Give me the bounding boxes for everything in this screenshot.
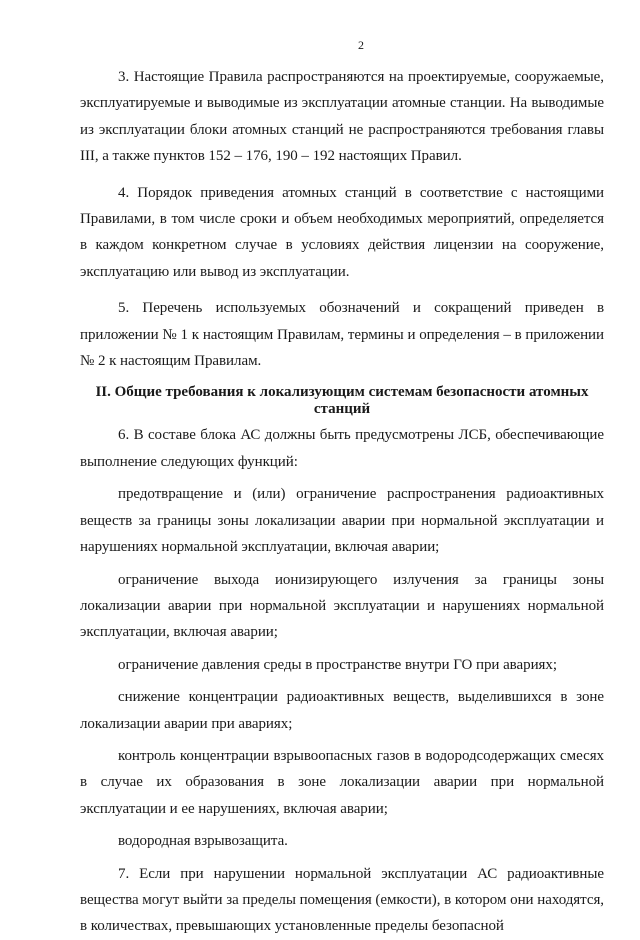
list-item-function-1: предотвращение и (или) ограничение распространения радиоактивных веществ за границы зоны локализации аварии при нормальной эксплуатации и нарушениях нормальной эксплуатации, включая аварии;	[80, 486, 604, 556]
section-heading: II. Общие требования к локализующим системам безопасности атомных станций	[95, 384, 589, 418]
list-item-function-2: ограничение выхода ионизирующего излучения за границы зоны локализации аварии при нормальной эксплуатации и нарушениях нормальной эксплуатации, включая аварии;	[80, 571, 604, 641]
list-item-function-6: водородная взрывозащита.	[118, 833, 288, 850]
list-item-function-4: снижение концентрации радиоактивных веществ, выделившихся в зоне локализации аварии при авариях;	[80, 689, 604, 732]
paragraph-3: 3. Настоящие Правила распространяются на проектируемые, сооружаемые, эксплуатируемые и выводимые из эксплуатации атомные станции. На выводимые из эксплуатации блоки атомных станций не распространяются требования главы III, а также пунктов 152 – 176, 190 – 192 настоящих Правил.	[80, 69, 604, 165]
list-item-function-5: контроль концентрации взрывоопасных газов в водородсодержащих смесях в случае их образования в зоне локализации аварии при нормальной эксплуатации и ее нарушениях, включая аварии;	[80, 747, 604, 817]
paragraph-7: 7. Если при нарушении нормальной эксплуатации АС радиоактивные вещества могут выйти за пределы помещения (емкости), в котором они находятся, в количествах, превышающих установленные пределы безопасной	[80, 865, 604, 935]
paragraph-5: 5. Перечень используемых обозначений и сокращений приведен в приложении № 1 к настоящим Правилам, термины и определения – в приложении № 2 к настоящим Правилам.	[80, 300, 604, 370]
paragraph-4: 4. Порядок приведения атомных станций в соответствие с настоящими Правилами, в том числе сроки и объем необходимых мероприятий, определяется в каждом конкретном случае в условиях действия лицензии на сооружение, эксплуатацию или вывод из эксплуатации.	[80, 184, 604, 280]
list-item-function-3: ограничение давления среды в пространстве внутри ГО при авариях;	[118, 656, 557, 673]
page-number: 2	[358, 38, 364, 52]
paragraph-6: 6. В составе блока АС должны быть предусмотрены ЛСБ, обеспечивающие выполнение следующих функций:	[80, 427, 604, 470]
